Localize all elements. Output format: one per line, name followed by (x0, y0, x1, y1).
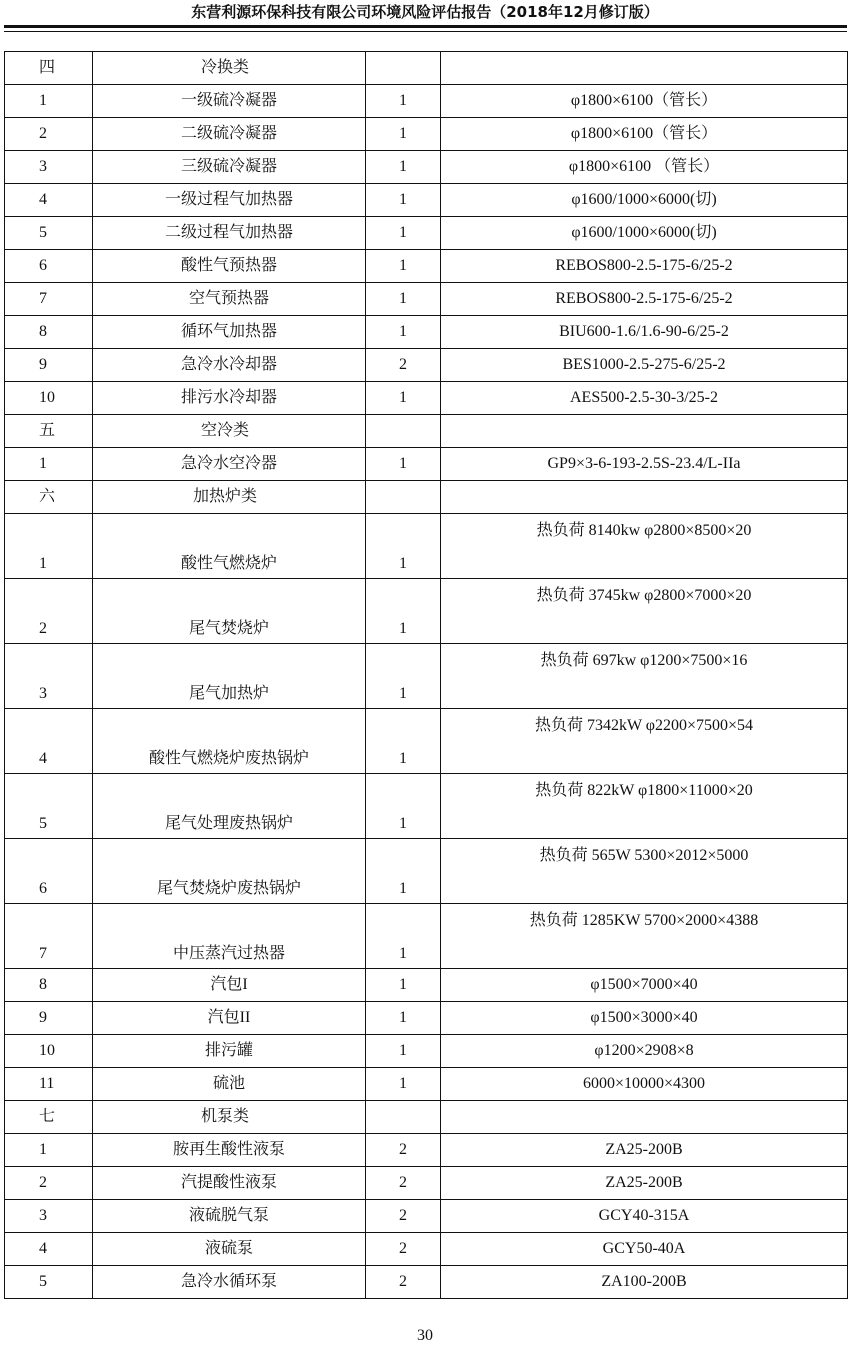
row-number-cell: 3 (5, 151, 93, 184)
table-row (5, 1233, 848, 1266)
row-number-cell: 5 (5, 217, 93, 250)
quantity-cell: 2 (366, 349, 441, 382)
row-number-cell: 10 (5, 1035, 93, 1068)
table-row (5, 1167, 848, 1200)
specification-cell: GCY40-315A (441, 1200, 848, 1233)
header-rule-thin (4, 31, 847, 32)
specification-cell: 热负荷 8140kw φ2800×8500×20 (441, 514, 848, 579)
specification-cell: 热负荷 3745kw φ2800×7000×20 (441, 579, 848, 644)
quantity-cell (366, 52, 441, 85)
table-category-row (5, 1101, 848, 1134)
row-number-cell: 1 (5, 85, 93, 118)
equipment-name-cell: 一级过程气加热器 (93, 184, 366, 217)
row-number-cell: 10 (5, 382, 93, 415)
equipment-name-cell: 酸性气预热器 (93, 250, 366, 283)
equipment-name-cell: 汽包II (93, 1002, 366, 1035)
row-number-cell: 1 (5, 514, 93, 579)
quantity-cell: 1 (366, 904, 441, 969)
table-row (5, 283, 848, 316)
equipment-name-cell: 硫池 (93, 1068, 366, 1101)
row-number-cell: 七 (5, 1101, 93, 1134)
table-row (5, 250, 848, 283)
row-number-cell: 7 (5, 904, 93, 969)
table-row (5, 579, 848, 644)
specification-cell: REBOS800-2.5-175-6/25-2 (441, 250, 848, 283)
equipment-name-cell (93, 415, 366, 448)
quantity-cell: 1 (366, 1002, 441, 1035)
specification-cell: ZA100-200B (441, 1266, 848, 1299)
category-label: 冷换类 (200, 59, 249, 76)
equipment-table-body (5, 52, 848, 1299)
specification-cell: 热负荷 697kw φ1200×7500×16 (441, 644, 848, 709)
quantity-cell: 1 (366, 448, 441, 481)
quantity-cell (366, 481, 441, 514)
table-row (5, 448, 848, 481)
table-row (5, 969, 848, 1002)
equipment-name-cell: 三级硫冷凝器 (93, 151, 366, 184)
row-number-cell: 3 (5, 644, 93, 709)
category-label: 空冷类 (200, 422, 249, 439)
equipment-name-cell: 液硫脱气泵 (93, 1200, 366, 1233)
row-number-cell: 4 (5, 1233, 93, 1266)
quantity-cell: 2 (366, 1266, 441, 1299)
row-number-cell: 2 (5, 579, 93, 644)
quantity-cell: 1 (366, 283, 441, 316)
table-row (5, 1068, 848, 1101)
quantity-cell: 1 (366, 579, 441, 644)
specification-cell: BIU600-1.6/1.6-90-6/25-2 (441, 316, 848, 349)
table-row (5, 1035, 848, 1068)
equipment-name-cell: 尾气加热炉 (93, 644, 366, 709)
quantity-cell: 1 (366, 217, 441, 250)
specification-cell: GP9×3-6-193-2.5S-23.4/L-IIa (441, 448, 848, 481)
row-number-cell: 11 (5, 1068, 93, 1101)
row-number-cell: 五 (5, 415, 93, 448)
quantity-cell: 2 (366, 1233, 441, 1266)
quantity-cell: 1 (366, 1035, 441, 1068)
quantity-cell: 2 (366, 1200, 441, 1233)
table-row (5, 184, 848, 217)
specification-cell: ZA25-200B (441, 1167, 848, 1200)
quantity-cell: 1 (366, 250, 441, 283)
table-row (5, 118, 848, 151)
specification-cell: GCY50-40A (441, 1233, 848, 1266)
equipment-table (4, 51, 848, 1299)
quantity-cell: 1 (366, 184, 441, 217)
report-header-title: 东营利源环保科技有限公司环境风险评估报告（2018年12月修订版） (191, 3, 659, 21)
table-row (5, 839, 848, 904)
row-number-cell: 8 (5, 969, 93, 1002)
table-row (5, 709, 848, 774)
quantity-cell: 1 (366, 118, 441, 151)
specification-cell (441, 415, 848, 448)
equipment-name-cell: 尾气焚烧炉废热锅炉 (93, 839, 366, 904)
row-number-cell: 六 (5, 481, 93, 514)
specification-cell: 热负荷 1285KW 5700×2000×4388 (441, 904, 848, 969)
row-number-cell: 7 (5, 283, 93, 316)
category-label: 加热炉类 (192, 488, 257, 505)
specification-cell: ZA25-200B (441, 1134, 848, 1167)
table-row (5, 1266, 848, 1299)
table-category-row (5, 415, 848, 448)
quantity-cell: 1 (366, 644, 441, 709)
table-row (5, 217, 848, 250)
equipment-name-cell: 一级硫冷凝器 (93, 85, 366, 118)
row-number-cell: 4 (5, 709, 93, 774)
equipment-name-cell: 二级硫冷凝器 (93, 118, 366, 151)
table-row (5, 349, 848, 382)
quantity-cell: 1 (366, 969, 441, 1002)
quantity-cell: 1 (366, 839, 441, 904)
quantity-cell: 2 (366, 1134, 441, 1167)
table-row (5, 1200, 848, 1233)
quantity-cell: 1 (366, 709, 441, 774)
equipment-name-cell: 酸性气燃烧炉 (93, 514, 366, 579)
table-category-row (5, 481, 848, 514)
quantity-cell: 1 (366, 1068, 441, 1101)
page-number: 30 (417, 1327, 433, 1344)
table-row (5, 644, 848, 709)
row-number-cell: 2 (5, 118, 93, 151)
specification-cell: 6000×10000×4300 (441, 1068, 848, 1101)
row-number-cell: 9 (5, 1002, 93, 1035)
table-row (5, 382, 848, 415)
row-number-cell: 2 (5, 1167, 93, 1200)
specification-cell: φ1600/1000×6000(切) (441, 217, 848, 250)
specification-cell: BES1000-2.5-275-6/25-2 (441, 349, 848, 382)
row-number-cell: 3 (5, 1200, 93, 1233)
quantity-cell (366, 1101, 441, 1134)
specification-cell: REBOS800-2.5-175-6/25-2 (441, 283, 848, 316)
quantity-cell: 1 (366, 382, 441, 415)
equipment-name-cell: 酸性气燃烧炉废热锅炉 (93, 709, 366, 774)
equipment-name-cell: 排污罐 (93, 1035, 366, 1068)
row-number-cell: 8 (5, 316, 93, 349)
table-row (5, 1002, 848, 1035)
equipment-name-cell: 汽提酸性液泵 (93, 1167, 366, 1200)
equipment-name-cell: 中压蒸汽过热器 (93, 904, 366, 969)
table-row (5, 1134, 848, 1167)
row-number-cell: 1 (5, 448, 93, 481)
equipment-name-cell: 排污水冷却器 (93, 382, 366, 415)
equipment-name-cell (93, 481, 366, 514)
specification-cell: AES500-2.5-30-3/25-2 (441, 382, 848, 415)
equipment-name-cell: 液硫泵 (93, 1233, 366, 1266)
specification-cell: φ1600/1000×6000(切) (441, 184, 848, 217)
equipment-name-cell: 急冷水冷却器 (93, 349, 366, 382)
row-number-cell: 1 (5, 1134, 93, 1167)
equipment-name-cell: 尾气处理废热锅炉 (93, 774, 366, 839)
row-number-cell: 5 (5, 1266, 93, 1299)
quantity-cell: 1 (366, 151, 441, 184)
specification-cell: φ1500×7000×40 (441, 969, 848, 1002)
specification-cell: φ1800×6100（管长） (441, 85, 848, 118)
specification-cell: φ1500×3000×40 (441, 1002, 848, 1035)
row-number-cell: 6 (5, 839, 93, 904)
equipment-name-cell: 急冷水空冷器 (93, 448, 366, 481)
specification-cell (441, 481, 848, 514)
quantity-cell (366, 415, 441, 448)
quantity-cell: 2 (366, 1167, 441, 1200)
quantity-cell: 1 (366, 514, 441, 579)
equipment-name-cell: 急冷水循环泵 (93, 1266, 366, 1299)
header-rule-thick (4, 25, 847, 28)
category-label: 机泵类 (200, 1108, 249, 1125)
row-number-cell: 5 (5, 774, 93, 839)
equipment-name-cell: 空气预热器 (93, 283, 366, 316)
table-row (5, 774, 848, 839)
equipment-name-cell (93, 1101, 366, 1134)
table-row (5, 85, 848, 118)
row-number-cell: 6 (5, 250, 93, 283)
table-row (5, 316, 848, 349)
table-row (5, 151, 848, 184)
quantity-cell: 1 (366, 85, 441, 118)
quantity-cell: 1 (366, 774, 441, 839)
quantity-cell: 1 (366, 316, 441, 349)
table-row (5, 514, 848, 579)
table-category-row (5, 52, 848, 85)
specification-cell: 热负荷 822kW φ1800×11000×20 (441, 774, 848, 839)
specification-cell: 热负荷 7342kW φ2200×7500×54 (441, 709, 848, 774)
row-number-cell: 4 (5, 184, 93, 217)
specification-cell (441, 52, 848, 85)
specification-cell: 热负荷 565W 5300×2012×5000 (441, 839, 848, 904)
equipment-name-cell: 汽包I (93, 969, 366, 1002)
row-number-cell: 9 (5, 349, 93, 382)
equipment-name-cell (93, 52, 366, 85)
equipment-name-cell: 二级过程气加热器 (93, 217, 366, 250)
specification-cell: φ1200×2908×8 (441, 1035, 848, 1068)
table-row (5, 904, 848, 969)
equipment-name-cell: 胺再生酸性液泵 (93, 1134, 366, 1167)
equipment-name-cell: 循环气加热器 (93, 316, 366, 349)
row-number-cell: 四 (5, 52, 93, 85)
specification-cell: φ1800×6100 （管长） (441, 151, 848, 184)
equipment-name-cell: 尾气焚烧炉 (93, 579, 366, 644)
specification-cell (441, 1101, 848, 1134)
specification-cell: φ1800×6100（管长） (441, 118, 848, 151)
